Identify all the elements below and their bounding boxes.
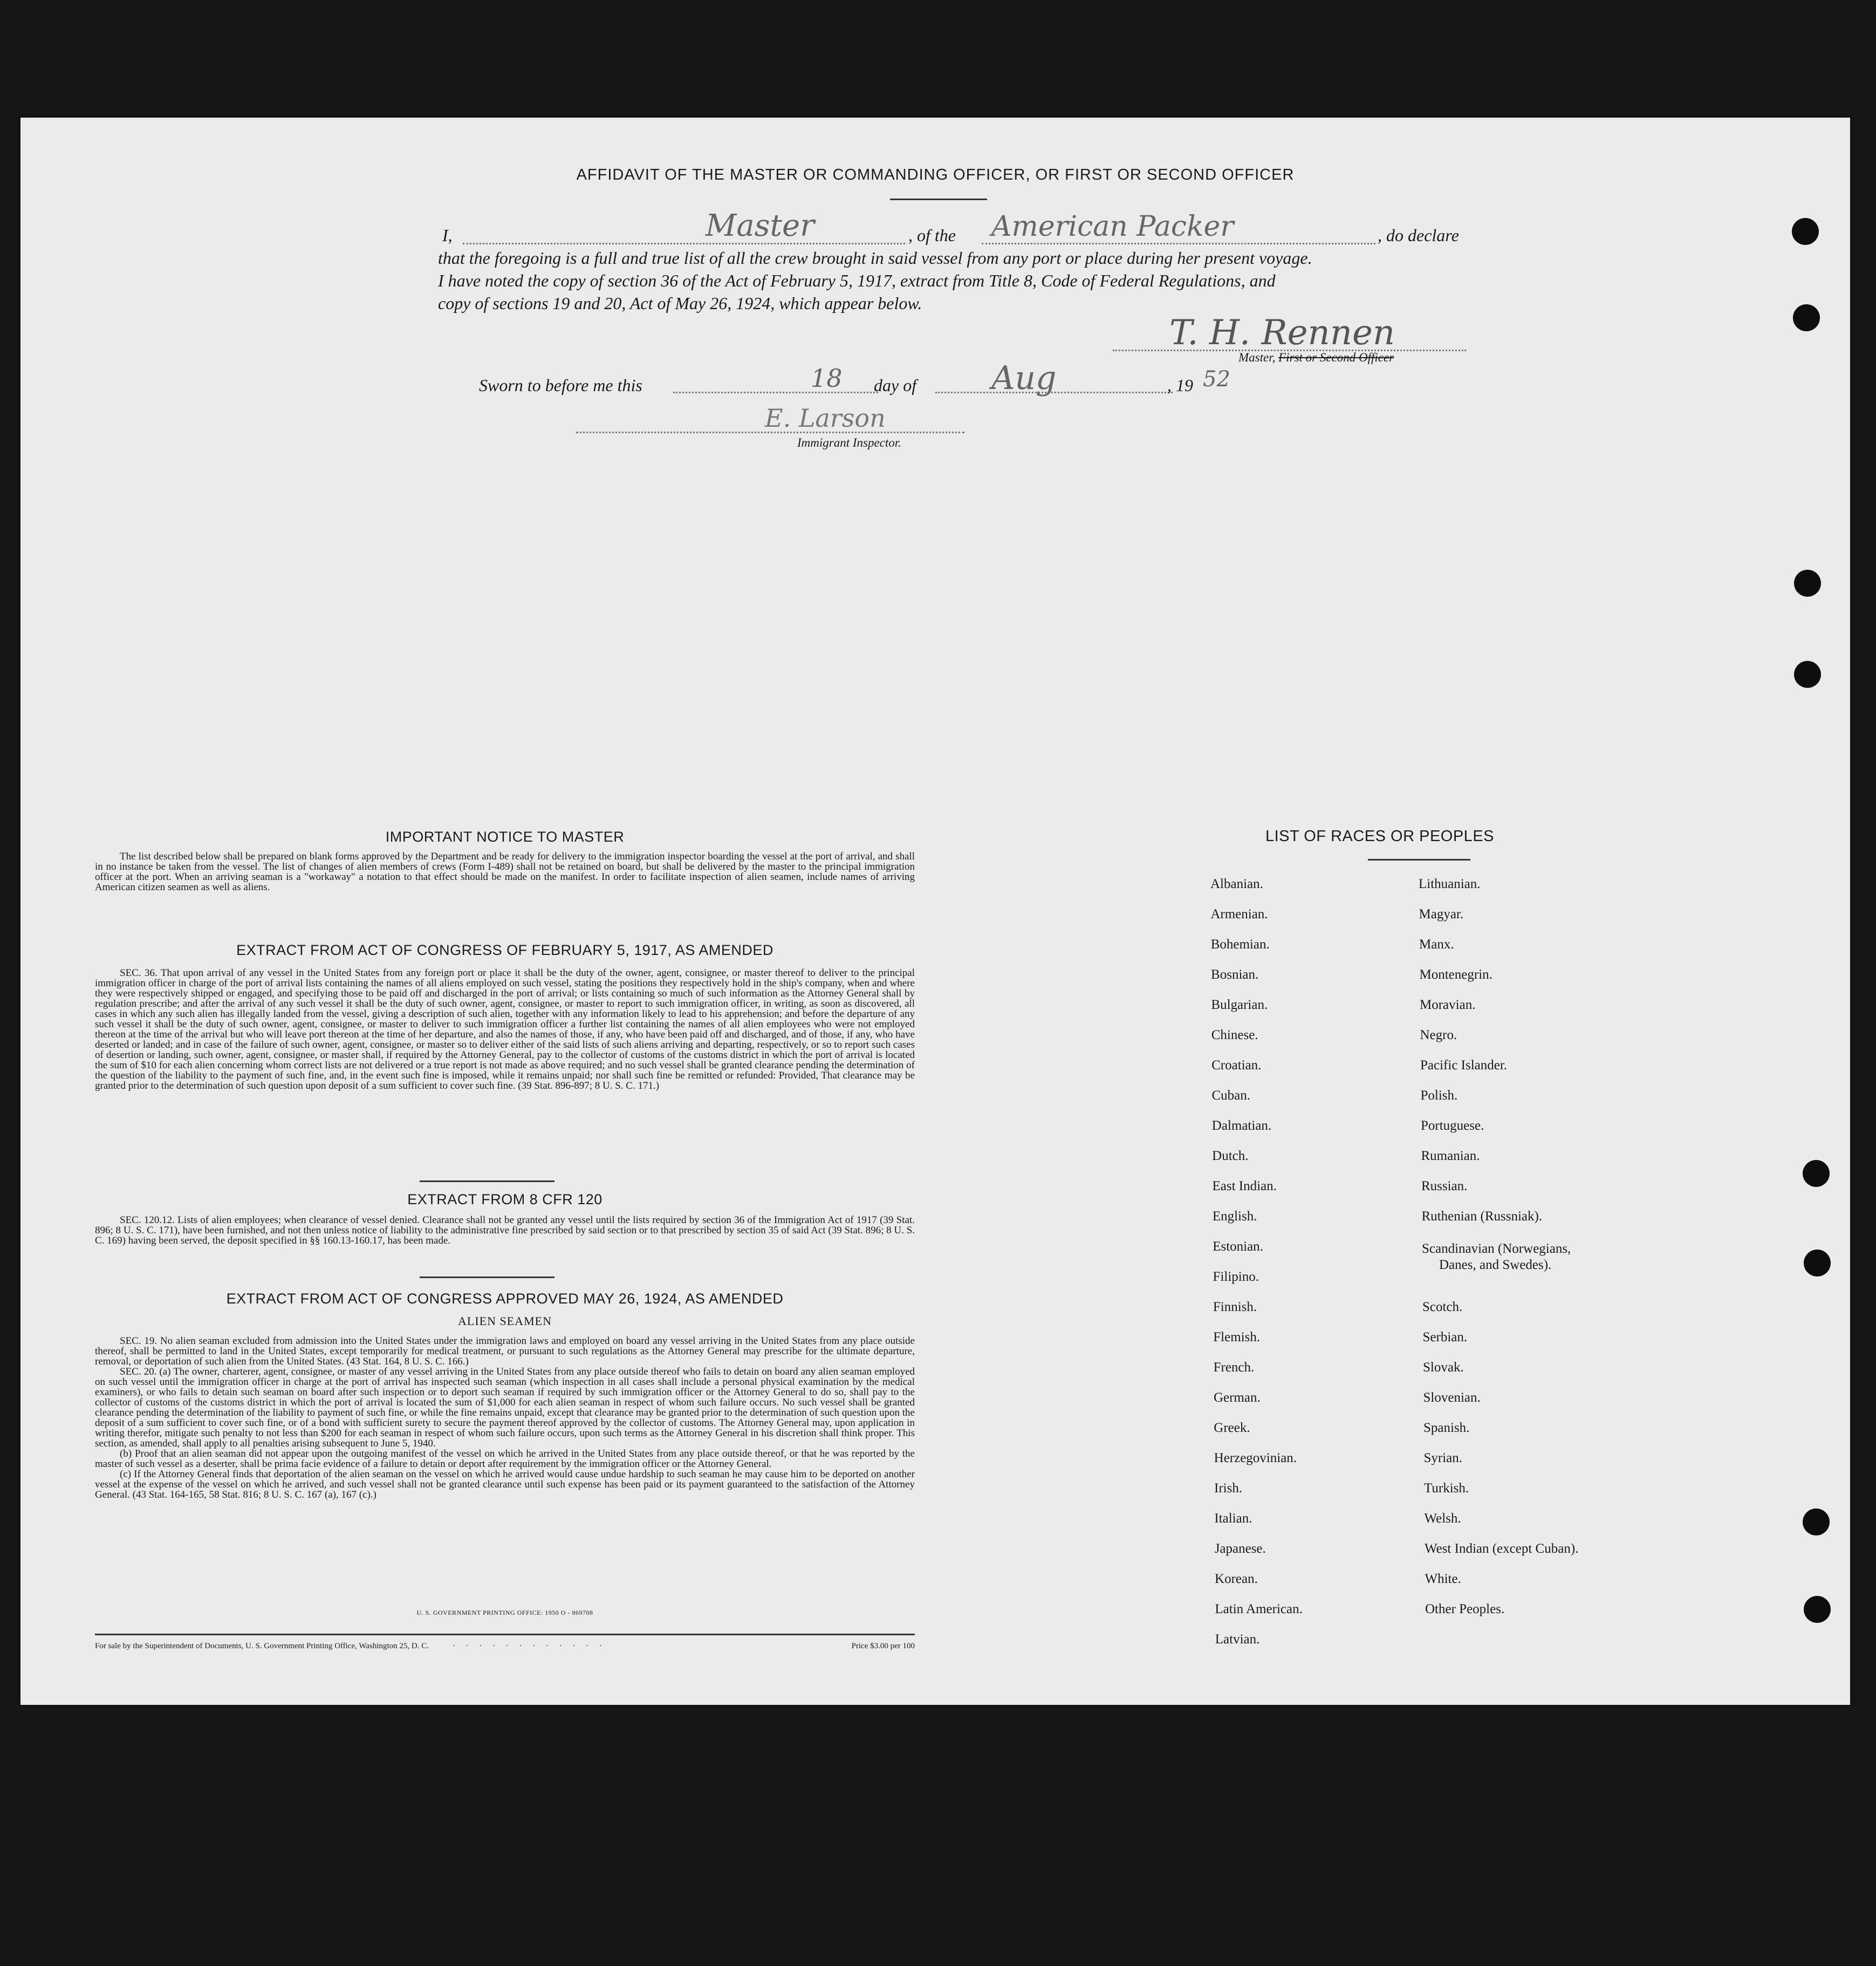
vessel-blank <box>982 243 1375 244</box>
race-item: Ruthenian (Russniak). <box>1421 1209 1543 1224</box>
race-item: East Indian. <box>1212 1179 1277 1193</box>
race-item: Italian. <box>1214 1511 1252 1526</box>
race-item: Filipino. <box>1213 1269 1259 1284</box>
sworn-prefix: Sworn to before me this <box>479 376 642 395</box>
document-page <box>20 118 1850 1705</box>
declaration-line-2: that the foregoing is a full and true list of all the crew brought in said vessel from any port or place during her present voyage. <box>438 248 1312 268</box>
race-item: Latvian. <box>1215 1632 1260 1647</box>
race-item: Armenian. <box>1210 907 1268 921</box>
race-item: Chinese. <box>1211 1028 1258 1042</box>
race-item: Albanian. <box>1210 877 1263 891</box>
punch-hole <box>1794 570 1821 597</box>
master-signature: T. H. Rennen <box>1169 313 1395 353</box>
inspector-signature: E. Larson <box>765 404 886 433</box>
race-item: Korean. <box>1215 1572 1258 1586</box>
title-divider <box>890 199 987 200</box>
signer-caption-struck: First or Second Officer <box>1278 351 1394 364</box>
race-item: Finnish. <box>1213 1300 1257 1314</box>
sec-19-paragraph: SEC. 19. No alien seaman excluded from admission into the United States under the immigration laws and employed on board any vessel arriving in the United States from any place outside thereof, shall be permitted to land in the United States, except temporarily for medical treatment, or pursuant to such regulations as the Attorney General may prescribe for the ultimate departure, removal, or deportation of such alien from the United States. (43 Stat. 164, 8 U. S. C. 166.) <box>95 1335 915 1367</box>
race-item: Dalmatian. <box>1211 1118 1272 1133</box>
race-item: Welsh. <box>1424 1511 1461 1526</box>
race-item: Dutch. <box>1212 1149 1249 1163</box>
handwritten-vessel: American Packer <box>991 210 1234 243</box>
sec-20b-paragraph: (b) Proof that an alien seaman did not appear upon the outgoing manifest of the vessel on which he arrived in the United States from any place outside thereof, or that he was reported by the master of such vessel as a deserter, shall be prima facie evidence of a failure to detain or deport after requirement by the immigration officer or the Attorney General. <box>95 1448 915 1470</box>
notice-body <box>95 851 915 892</box>
extract-1917-title: EXTRACT FROM ACT OF CONGRESS OF FEBRUARY 5, 1917, AS AMENDED <box>236 942 773 958</box>
footer-rule <box>95 1634 915 1635</box>
declaration-mid: , of the <box>908 226 956 245</box>
punch-hole <box>1804 1596 1831 1623</box>
alien-seamen-subtitle: ALIEN SEAMEN <box>458 1314 552 1328</box>
race-item: Bohemian. <box>1210 937 1270 952</box>
race-item: Flemish. <box>1213 1330 1261 1344</box>
notice-paragraph: The list described below shall be prepared on blank forms approved by the Department and be ready for delivery to the immigration inspector boarding the vessel at the port of arrival, and shall in no instance be taken from the vessel. The list of changes of alien members of crews (Form I-489) shall not be retained on board, but shall be delivered by the master to the principal immigration officer at the port. When an arriving seaman is a "workaway" a notation to that effect should be made on the manifest. In order to facilitate inspection of alien seamen, include names of arriving American citizen seamen as well as aliens. <box>95 851 915 893</box>
footer <box>95 1642 915 1651</box>
race-item: Negro. <box>1420 1028 1457 1042</box>
punch-hole <box>1803 1508 1830 1535</box>
race-item: Turkish. <box>1424 1481 1469 1496</box>
race-item: Manx. <box>1419 937 1454 952</box>
race-item: Other Peoples. <box>1425 1602 1505 1616</box>
footer-sale-text: For sale by the Superintendent of Documents, U. S. Government Printing Office, Washington 25, D. C. <box>95 1642 429 1650</box>
races-title: LIST OF RACES OR PEOPLES <box>1265 828 1495 845</box>
race-item: Polish. <box>1420 1088 1458 1103</box>
cfr-body <box>95 1215 915 1246</box>
affidavit-title: AFFIDAVIT OF THE MASTER OR COMMANDING OFFICER, OR FIRST OR SECOND OFFICER <box>576 166 1295 183</box>
sec-20a-paragraph: SEC. 20. (a) The owner, charterer, agent, consignee, or master of any vessel arriving in the United States from any place outside thereof who fails to detain on board any alien seaman employed on such vessel until the immigration officer in charge at the port of arrival has inspected such seaman (which inspection in all cases shall include a personal physical examination by the medical examiners), or who fails to detain such seaman on board after such inspection or to deport such seaman if required by such immigration officer or the Attorney General to do so, shall pay to the collector of customs of the customs district in which the port of arrival is located the sum of $1,000 for each alien seaman in respect of whom such failure occurs. No such vessel shall be granted clearance pending the determination of the liability to payment of such fine, or while the fine remains unpaid, except that clearance may be granted prior to the determination of such question upon the deposit of a sum sufficient to cover such fine, or of a bond with sufficient surety to secure the payment thereof approved by the collector of customs. The Attorney General may, upon application in writing therefor, mitigate such penalty to not less than $200 for each seaman in respect of whom such failure occurs, upon such terms as the Attorney General in his discretion shall think proper. This section, as amended, shall apply to all penalties arising subsequent to June 5, 1940. <box>95 1366 915 1449</box>
declaration-line-3: I have noted the copy of section 36 of the Act of February 5, 1917, extract from Title 8, Code of Federal Regulations, and <box>438 271 1276 290</box>
race-item: Syrian. <box>1423 1451 1463 1465</box>
section-divider <box>420 1180 554 1182</box>
race-item: White. <box>1425 1572 1461 1586</box>
punch-hole <box>1794 661 1821 688</box>
extract-1924-body <box>95 1336 915 1500</box>
race-item: Lithuanian. <box>1419 877 1481 891</box>
race-item: French. <box>1213 1360 1255 1375</box>
race-item: German. <box>1213 1390 1261 1405</box>
footer-price: Price $3.00 per 100 <box>851 1642 915 1650</box>
declaration-suffix: , do declare <box>1378 226 1459 245</box>
race-item: English. <box>1212 1209 1257 1224</box>
race-item: Spanish. <box>1423 1421 1470 1435</box>
signer-caption-master: Master, <box>1238 351 1276 364</box>
extract-1917-body <box>95 968 915 1091</box>
race-item: Moravian. <box>1420 998 1476 1012</box>
punch-hole <box>1803 1160 1830 1187</box>
sworn-year-prefix: , 19 <box>1167 376 1193 395</box>
handwritten-day: 18 <box>811 364 843 393</box>
handwritten-rank: Master <box>706 208 814 243</box>
race-item: Magyar. <box>1419 907 1464 921</box>
race-item: Pacific Islander. <box>1420 1058 1508 1073</box>
rank-blank <box>463 243 905 244</box>
extract-1917-paragraph: SEC. 36. That upon arrival of any vessel in the United States from any foreign port or place it shall be the duty of the owner, agent, consignee, or master thereof to deliver to the principal immigration officer in charge of the port of arrival lists containing the names of all aliens employed on such vessel, stating the positions they respectively hold in the ship's company, when and where they were respectively shipped or engaged, and specifying those to be paid off and discharged in the port of arrival; or lists containing so much of such information as the Attorney General shall by regulation prescribe; and after the arrival of any such vessel it shall be the duty of such owner, agent, consignee, or master to report to such immigration officer, in writing, as soon as discovered, all cases in which any such alien has illegally landed from the vessel, giving a description of such alien, together with any information likely to lead to his apprehension; and before the departure of any such vessel it shall be the duty of such owner, agent, consignee, or master to deliver to such immigration officer a further list containing the names of all alien employees who were not employed thereon at the time of the arrival but who will leave port thereon at the time of her departure, and also the names of those, if any, who have been paid off and discharged, and of those, if any, who have deserted or landed; and in case of the failure of such owner, agent, consignee, or master so to deliver either of the said lists of such aliens arriving and departing, respectively, or so to report such cases of desertion or landing, such owner, agent, consignee, or master shall, if required by the Attorney General, pay to the collector of customs of the customs district in which the port of arrival is located the sum of $10 for each alien concerning whom correct lists are not delivered or a true report is not made as above required; and no such vessel shall be granted clearance pending the determination of the question of the liability to the payment of such fine, and, in the event such fine is imposed, while it remains unpaid; nor shall such fine be remitted or refunded: Provided, That clearance may be granted prior to the determination of such question upon deposit of a sum sufficient to cover such fine. (39 Stat. 896-897; 8 U. S. C. 171.) <box>95 967 915 1091</box>
race-item: Serbian. <box>1422 1330 1468 1344</box>
race-item: Bulgarian. <box>1211 998 1268 1012</box>
race-item: Slovenian. <box>1423 1390 1481 1405</box>
cfr-paragraph: SEC. 120.12. Lists of alien employees; when clearance of vessel denied. Clearance shall not be granted any vessel until the lists required by section 36 of the Immigration Act of 1917 (39 Stat. 896; 8 U. S. C. 171), have been furnished, and not then unless notice of liability to the administrative fine prescribed by said section or to that prescribed by section 35 of said Act (39 Stat. 896; 8 U. S. C. 169) having been served, the deposit specified in §§ 160.13-160.17, has been made. <box>95 1214 915 1246</box>
race-item: Croatian. <box>1211 1058 1262 1073</box>
footer-dots: · · · · · · · · · · · · <box>452 1642 606 1650</box>
race-item: Montenegrin. <box>1419 967 1492 982</box>
handwritten-year: 52 <box>1203 367 1230 392</box>
day-blank <box>673 392 878 393</box>
race-item: West Indian (except Cuban). <box>1425 1541 1579 1556</box>
notice-title: IMPORTANT NOTICE TO MASTER <box>385 829 625 845</box>
races-divider <box>1368 859 1470 861</box>
handwritten-month: Aug <box>991 359 1057 397</box>
race-item: Cuban. <box>1211 1088 1250 1103</box>
race-item: Scandinavian (Norwegians, <box>1422 1241 1571 1256</box>
declaration-line-4: copy of sections 19 and 20, Act of May 26, 1924, which appear below. <box>438 293 922 313</box>
race-item: Latin American. <box>1215 1602 1303 1616</box>
inspector-caption: Immigrant Inspector. <box>797 436 901 449</box>
race-item: Greek. <box>1214 1421 1250 1435</box>
race-item: Russian. <box>1421 1179 1468 1193</box>
gpo-line: U. S. GOVERNMENT PRINTING OFFICE: 1950 O - 869708 <box>416 1609 593 1616</box>
race-item: Herzegovinian. <box>1214 1451 1297 1465</box>
signer-caption <box>1238 351 1394 365</box>
punch-hole <box>1804 1250 1831 1276</box>
extract-1924-title: EXTRACT FROM ACT OF CONGRESS APPROVED MAY 26, 1924, AS AMENDED <box>226 1291 784 1307</box>
sec-20c-paragraph: (c) If the Attorney General finds that deportation of the alien seaman on the vessel on which he arrived would cause undue hardship to such seaman he may cause him to be deported on another vessel at the expense of the vessel on which he arrived, and such vessel shall not be granted clearance until such expense has been paid or its payment guaranteed to the satisfaction of the Attorney General. (43 Stat. 164-165, 58 Stat. 816; 8 U. S. C. 167 (a), 167 (c).) <box>95 1469 915 1500</box>
section-divider <box>420 1276 554 1278</box>
race-item: Scotch. <box>1422 1300 1463 1314</box>
race-item: Danes, and Swedes). <box>1439 1258 1552 1272</box>
race-item: Rumanian. <box>1421 1149 1480 1163</box>
race-item: Irish. <box>1214 1481 1243 1496</box>
race-item: Slovak. <box>1423 1360 1464 1375</box>
race-item: Portuguese. <box>1421 1118 1484 1133</box>
race-item: Bosnian. <box>1211 967 1259 982</box>
race-item: Estonian. <box>1213 1239 1263 1254</box>
sworn-day-label: day of <box>874 376 917 395</box>
race-item: Japanese. <box>1214 1541 1266 1556</box>
declaration-prefix: I, <box>442 226 453 245</box>
cfr-title: EXTRACT FROM 8 CFR 120 <box>407 1191 602 1207</box>
punch-hole <box>1793 304 1820 331</box>
punch-hole <box>1792 218 1819 245</box>
